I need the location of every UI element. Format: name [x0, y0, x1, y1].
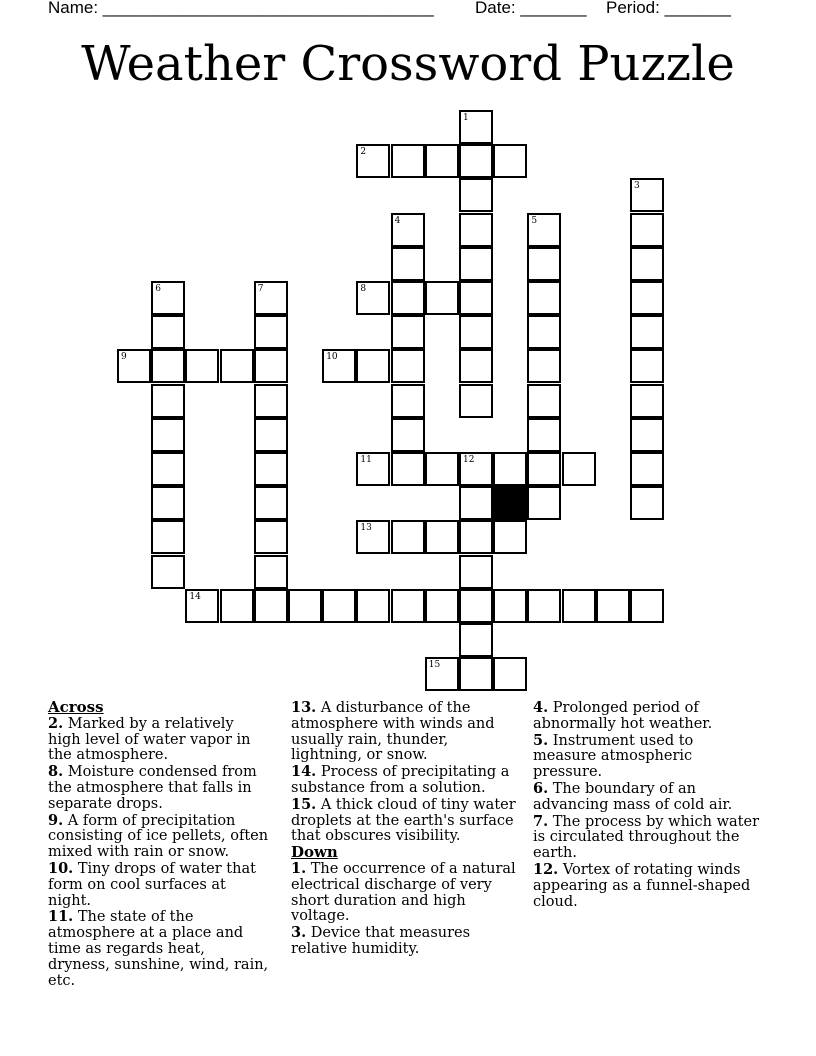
- name-field[interactable]: Name: ___________________________________: [48, 0, 434, 17]
- clue-text: Tiny drops of water that form on cool surfaces at night.: [48, 860, 256, 909]
- clue-text: A thick cloud of tiny water droplets at the earth's surface that obscures visibility.: [291, 796, 516, 845]
- clue-item: [48, 861, 270, 909]
- clue-text: Marked by a relatively high level of water vapor in the atmosphere.: [48, 715, 251, 764]
- down-heading: Down: [291, 843, 338, 862]
- crossword-cell[interactable]: [254, 589, 288, 623]
- clue-number-label: 1: [463, 113, 469, 123]
- crossword-cell[interactable]: [459, 178, 493, 212]
- crossword-cell[interactable]: [151, 349, 185, 383]
- clue-number-label: 2: [360, 147, 367, 158]
- crossword-cell[interactable]: [220, 589, 254, 623]
- clue-item: [533, 700, 761, 733]
- clue-item: [533, 733, 761, 781]
- crossword-cell[interactable]: [288, 589, 322, 623]
- page-title: Weather Crossword Puzzle: [81, 36, 735, 92]
- crossword-cell[interactable]: [356, 452, 390, 486]
- clue-item: [48, 764, 270, 812]
- crossword-cell[interactable]: [459, 349, 493, 383]
- crossword-cell[interactable]: [527, 281, 561, 315]
- crossword-cell[interactable]: [425, 144, 459, 178]
- crossword-cell[interactable]: [391, 452, 425, 486]
- clue-number: 9.: [48, 811, 64, 829]
- clue-number-label: 6: [155, 284, 161, 294]
- clue-text: Moisture condensed from the atmosphere that falls in separate drops.: [48, 764, 257, 812]
- crossword-cell[interactable]: [459, 520, 493, 554]
- clue-number: 12.: [533, 860, 559, 878]
- crossword-cell[interactable]: [254, 486, 288, 520]
- clue-number: 13.: [291, 699, 317, 716]
- crossword-cell[interactable]: [493, 520, 527, 554]
- clue-text: The process by which water is circulated throughout the earth.: [533, 813, 760, 862]
- crossword-cell[interactable]: [459, 657, 493, 691]
- crossword-cell[interactable]: [630, 349, 664, 383]
- crossword-cell[interactable]: [527, 315, 561, 349]
- crossword-cell[interactable]: [459, 589, 493, 623]
- clue-number: 8.: [48, 763, 64, 781]
- clue-item: [533, 814, 761, 862]
- crossword-cell[interactable]: [391, 213, 425, 247]
- clue-text: Device that measures relative humidity.: [291, 925, 471, 957]
- clues-column-1: [48, 700, 270, 989]
- crossword-cell[interactable]: [493, 144, 527, 178]
- crossword-cell[interactable]: [459, 486, 493, 520]
- crossword-cell[interactable]: [254, 384, 288, 418]
- clue-number-label: 4: [394, 215, 401, 226]
- clue-number-label: 9: [121, 352, 127, 363]
- across-heading: Across: [48, 698, 104, 716]
- crossword-cell[interactable]: [391, 349, 425, 383]
- clue-item: [533, 862, 761, 910]
- crossword-cell[interactable]: [527, 486, 561, 520]
- clue-number: 2.: [48, 714, 64, 732]
- crossword-cell[interactable]: [596, 589, 630, 623]
- crossword-cell[interactable]: [254, 349, 288, 383]
- crossword-cell[interactable]: [356, 281, 390, 315]
- clue-number: 11.: [48, 908, 74, 926]
- crossword-cell[interactable]: [630, 178, 664, 212]
- clues-column-3: [533, 700, 761, 910]
- crossword-cell[interactable]: [527, 384, 561, 418]
- crossword-cell[interactable]: [630, 418, 664, 452]
- crossword-cell[interactable]: [459, 384, 493, 418]
- crossword-cell[interactable]: [425, 589, 459, 623]
- date-field[interactable]: Date: _______: [475, 0, 587, 17]
- clue-number-label: 14: [189, 591, 201, 602]
- crossword-cell[interactable]: [151, 418, 185, 452]
- crossword-cell[interactable]: [254, 555, 288, 589]
- clue-item: [48, 716, 270, 764]
- clue-item: [291, 925, 519, 958]
- crossword-cell[interactable]: [459, 213, 493, 247]
- clue-number: 7.: [533, 812, 549, 830]
- clue-number-label: 15: [428, 660, 441, 671]
- crossword-cell[interactable]: [527, 349, 561, 383]
- clue-number: 6.: [533, 779, 549, 797]
- clue-text: Vortex of rotating winds appearing as a funnel-shaped cloud.: [533, 861, 751, 910]
- clue-item: [291, 700, 519, 764]
- clue-number-label: 10: [326, 352, 338, 363]
- crossword-cell[interactable]: [185, 589, 219, 623]
- crossword-cell[interactable]: [425, 657, 459, 691]
- clues-column-2: [291, 700, 519, 958]
- crossword-cell[interactable]: [527, 247, 561, 281]
- crossword-cell[interactable]: [459, 281, 493, 315]
- clue-number-label: 12: [463, 455, 475, 465]
- crossword-cell[interactable]: [562, 589, 596, 623]
- clue-text: The occurrence of a natural electrical discharge of very short duration and high voltage.: [291, 860, 516, 925]
- crossword-cell[interactable]: [459, 623, 493, 657]
- crossword-cell[interactable]: [151, 486, 185, 520]
- crossword-cell[interactable]: [459, 247, 493, 281]
- crossword-cell[interactable]: [630, 247, 664, 281]
- crossword-cell[interactable]: [459, 110, 493, 144]
- crossword-cell[interactable]: [254, 452, 288, 486]
- clue-text: The boundary of an advancing mass of cold air.: [533, 780, 733, 813]
- crossword-cell[interactable]: [425, 520, 459, 554]
- crossword-cell[interactable]: [630, 281, 664, 315]
- clue-number-label: 3: [634, 181, 640, 192]
- crossword-cell[interactable]: [117, 349, 151, 383]
- crossword-cell[interactable]: [254, 418, 288, 452]
- crossword-cell[interactable]: [391, 418, 425, 452]
- crossword-cell[interactable]: [493, 657, 527, 691]
- crossword-cell[interactable]: [220, 349, 254, 383]
- clue-number: 5.: [533, 731, 549, 749]
- clue-text: Instrument used to measure atmospheric pressure.: [533, 732, 694, 781]
- crossword-cell[interactable]: [630, 315, 664, 349]
- crossword-cell[interactable]: [254, 281, 288, 315]
- clue-item: [48, 813, 270, 861]
- clue-number: 3.: [291, 924, 307, 942]
- crossword-cell[interactable]: [630, 486, 664, 520]
- crossword-cell[interactable]: [322, 349, 356, 383]
- crossword-cell[interactable]: [391, 384, 425, 418]
- clue-number: 15.: [291, 795, 317, 813]
- clue-text: A disturbance of the atmosphere with winds and usually rain, thunder, lightning, or snow.: [291, 700, 495, 764]
- crossword-cell[interactable]: [459, 315, 493, 349]
- crossword-cell[interactable]: [151, 281, 185, 315]
- crossword-cell[interactable]: [356, 589, 390, 623]
- crossword-cell[interactable]: [151, 452, 185, 486]
- clue-number-label: 13: [360, 523, 372, 534]
- crossword-cell[interactable]: [493, 452, 527, 486]
- crossword-cell[interactable]: [151, 555, 185, 589]
- crossword-cell[interactable]: [254, 520, 288, 554]
- clue-number: 10.: [48, 859, 74, 877]
- clue-number: 4.: [533, 699, 549, 716]
- crossword-cell[interactable]: [527, 589, 561, 623]
- clue-item: [291, 861, 519, 925]
- period-field[interactable]: Period: _______: [606, 0, 731, 17]
- clue-item: [291, 764, 519, 797]
- clue-text: A form of precipitation consisting of ice pellets, often mixed with rain or snow.: [48, 812, 269, 861]
- crossword-cell[interactable]: [151, 520, 185, 554]
- clue-item: [291, 797, 519, 845]
- clue-text: The state of the atmosphere at a place and time as regards heat, dryness, sunshine, wind, rain, etc.: [48, 909, 269, 989]
- crossword-cell[interactable]: [254, 315, 288, 349]
- crossword-cell[interactable]: [459, 555, 493, 589]
- clue-number-label: 8: [360, 284, 367, 294]
- crossword-cell[interactable]: [151, 315, 185, 349]
- clue-number: 1.: [291, 859, 307, 877]
- crossword-cell[interactable]: [527, 213, 561, 247]
- crossword-cell[interactable]: [630, 213, 664, 247]
- crossword-cell[interactable]: [493, 589, 527, 623]
- clue-number-label: 11: [360, 455, 372, 465]
- crossword-cell[interactable]: [562, 452, 596, 486]
- clue-number-label: 5: [531, 215, 538, 226]
- crossword-cell[interactable]: [391, 281, 425, 315]
- crossword-cell[interactable]: [356, 144, 390, 178]
- crossword-cell[interactable]: [527, 418, 561, 452]
- crossword-cell[interactable]: [356, 349, 390, 383]
- crossword-cell[interactable]: [630, 589, 664, 623]
- crossword-cell[interactable]: [356, 520, 390, 554]
- clue-item: [533, 781, 761, 814]
- crossword-cell[interactable]: [322, 589, 356, 623]
- crossword-black-cell: [493, 486, 527, 520]
- crossword-cell[interactable]: [630, 452, 664, 486]
- crossword-cell[interactable]: [391, 315, 425, 349]
- clue-item: [48, 909, 270, 989]
- crossword-cell[interactable]: [425, 452, 459, 486]
- crossword-cell[interactable]: [459, 144, 493, 178]
- crossword-cell[interactable]: [391, 247, 425, 281]
- clue-text: Process of precipitating a substance from a solution.: [291, 764, 510, 796]
- crossword-cell[interactable]: [151, 384, 185, 418]
- clue-number-label: 7: [257, 284, 264, 294]
- crossword-cell[interactable]: [459, 452, 493, 486]
- clue-text: Prolonged period of abnormally hot weather.: [533, 700, 713, 732]
- crossword-cell[interactable]: [527, 452, 561, 486]
- crossword-cell[interactable]: [425, 281, 459, 315]
- crossword-cell[interactable]: [391, 144, 425, 178]
- crossword-cell[interactable]: [630, 384, 664, 418]
- clue-number: 14.: [291, 763, 317, 781]
- crossword-cell[interactable]: [185, 349, 219, 383]
- crossword-cell[interactable]: [391, 520, 425, 554]
- crossword-cell[interactable]: [391, 589, 425, 623]
